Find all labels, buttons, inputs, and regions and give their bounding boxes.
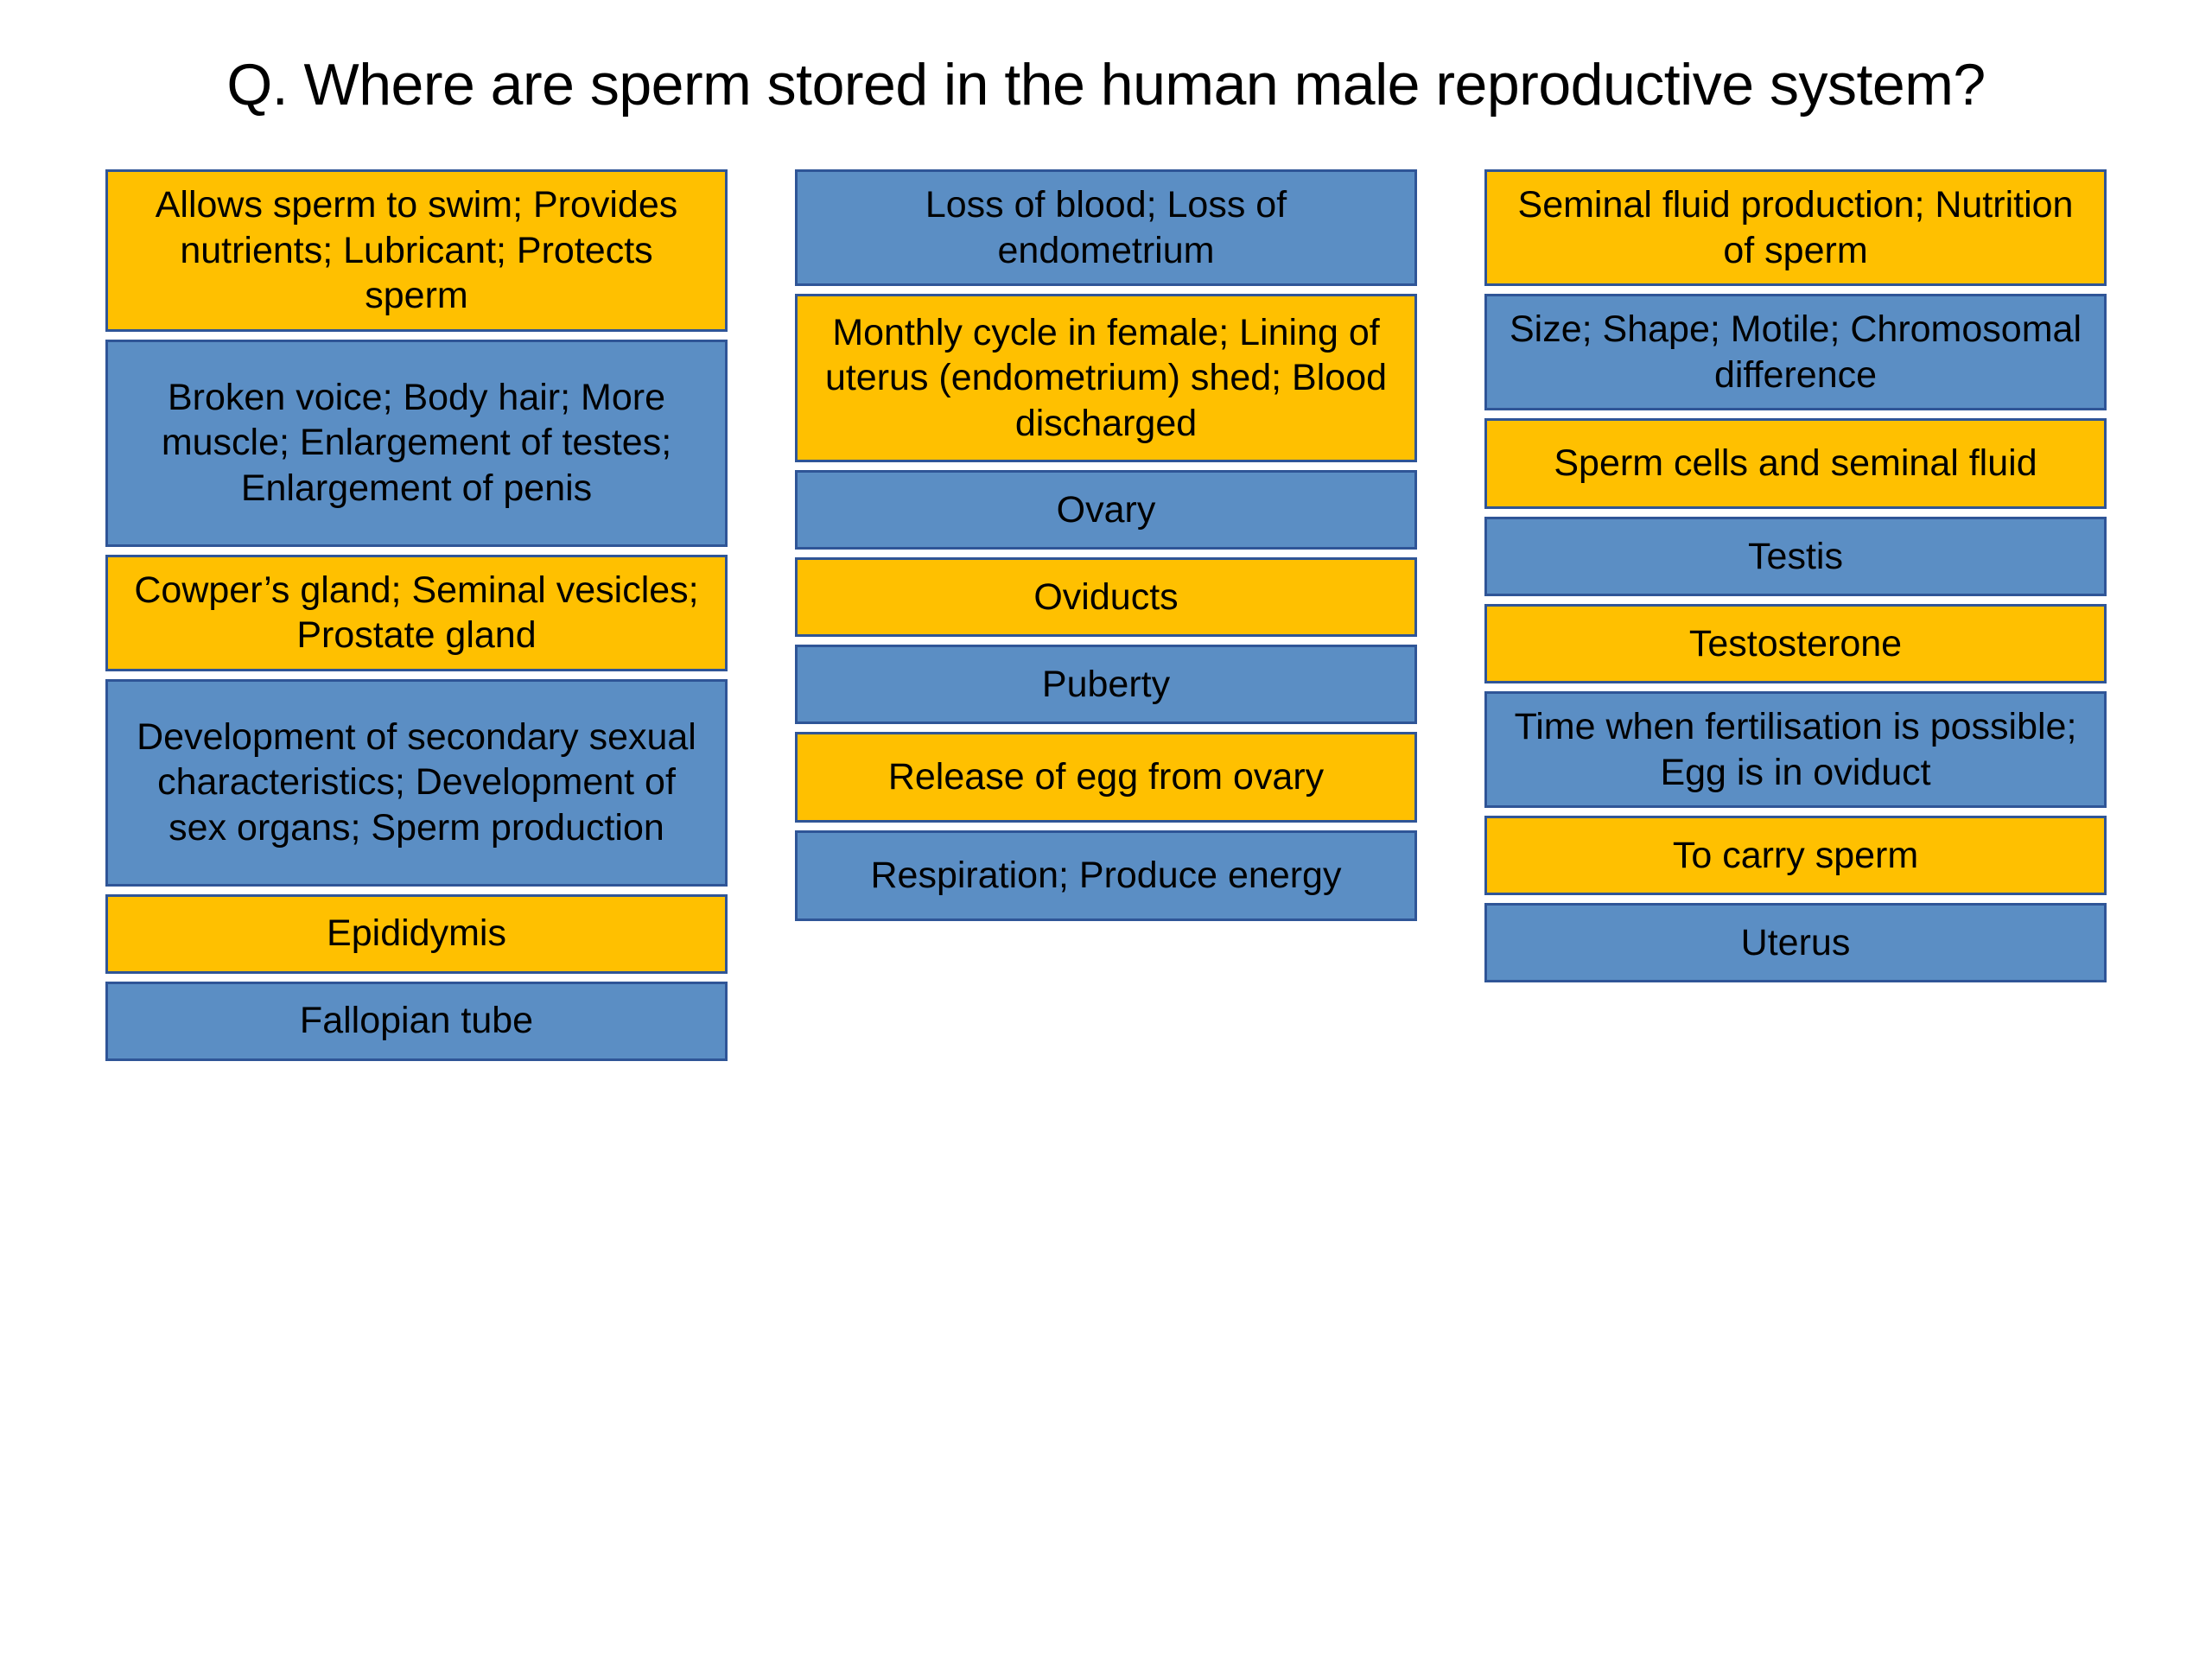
answer-card[interactable]	[105, 340, 728, 547]
answer-card[interactable]	[795, 169, 1417, 286]
question-title: Q. Where are sperm stored in the human male reproductive system?	[226, 52, 1986, 118]
answer-card[interactable]	[1484, 517, 2107, 596]
answer-card-label: Oviducts	[1033, 575, 1179, 618]
column-2	[795, 169, 1417, 921]
answer-card[interactable]	[1484, 691, 2107, 808]
answer-card[interactable]	[1484, 418, 2107, 509]
answer-card-label: Time when fertilisation is possible; Egg is in oviduct	[1514, 706, 2077, 793]
answer-card[interactable]	[795, 294, 1417, 462]
answer-card-label: Size; Shape; Motile; Chromosomal difference	[1509, 308, 2082, 396]
answer-card-label: Fallopian tube	[299, 1000, 534, 1042]
answer-card[interactable]	[1484, 604, 2107, 683]
answer-card[interactable]	[795, 557, 1417, 637]
answer-card[interactable]	[795, 732, 1417, 823]
answer-card[interactable]	[1484, 294, 2107, 410]
answer-card[interactable]	[105, 169, 728, 331]
answer-card-label: Allows sperm to swim; Provides nutrients; Lubricant; Protects sperm	[155, 184, 678, 317]
answer-card-label: Testosterone	[1688, 622, 1903, 664]
answer-card-label: Loss of blood; Loss of endometrium	[925, 184, 1287, 271]
answer-card-label: Ovary	[1056, 488, 1156, 531]
answer-card[interactable]	[105, 679, 728, 887]
answer-card[interactable]	[795, 645, 1417, 724]
answer-card[interactable]	[1484, 903, 2107, 982]
answer-card-label: Seminal fluid production; Nutrition of sperm	[1517, 184, 2074, 271]
answer-card[interactable]	[105, 982, 728, 1061]
answer-card-label: To carry sperm	[1672, 834, 1919, 876]
answer-card-label: Sperm cells and seminal fluid	[1554, 442, 2037, 485]
column-1	[105, 169, 728, 1060]
answer-card[interactable]	[795, 470, 1417, 550]
answer-card-label: Cowper’s gland; Seminal vesicles; Prostate gland	[134, 569, 699, 657]
card-columns	[0, 119, 2212, 1060]
answer-card-label: Testis	[1748, 535, 1843, 577]
answer-card-label: Broken voice; Body hair; More muscle; Enlargement of testes; Enlargement of penis	[161, 376, 672, 509]
answer-card-label: Uterus	[1740, 921, 1851, 963]
answer-card-label: Release of egg from ovary	[887, 756, 1325, 798]
answer-card[interactable]	[1484, 816, 2107, 895]
answer-card-label: Monthly cycle in female; Lining of uterus (endometrium) shed; Blood discharged	[824, 311, 1388, 444]
answer-card[interactable]	[1484, 169, 2107, 286]
answer-card-label: Development of secondary sexual characteristics; Development of sex organs; Sperm production	[137, 715, 696, 849]
column-3	[1484, 169, 2107, 982]
answer-card-label: Respiration; Produce energy	[870, 855, 1342, 897]
answer-card[interactable]	[105, 894, 728, 974]
answer-card[interactable]	[105, 555, 728, 671]
answer-card[interactable]	[795, 830, 1417, 921]
answer-card-label: Puberty	[1041, 663, 1171, 705]
answer-card-label: Epididymis	[327, 912, 506, 955]
